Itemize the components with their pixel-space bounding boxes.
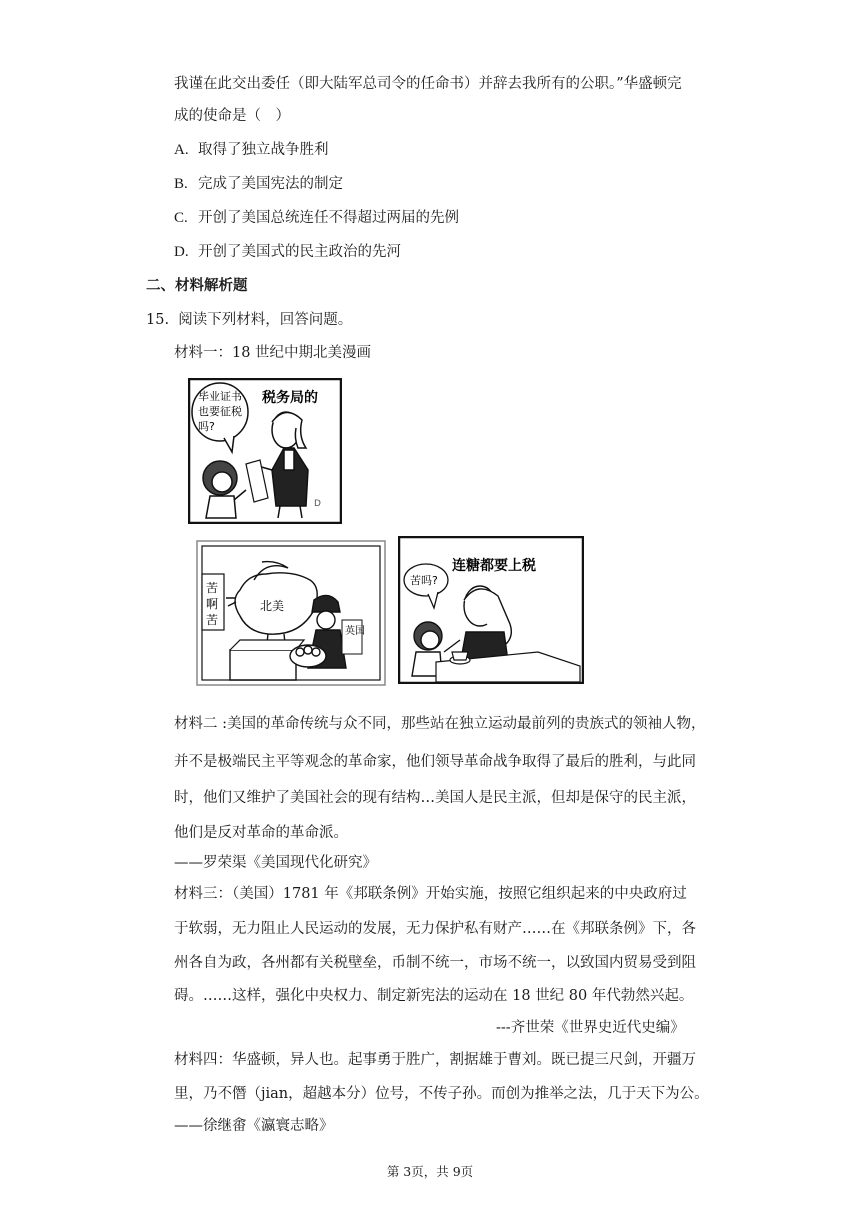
sign-text-3: 苦 bbox=[206, 613, 219, 627]
bubble-text: 苦吗? bbox=[410, 574, 438, 587]
material-3-line-2: 于软弱，无力阻止人民运动的发展，无力保护私有财产……在《邦联条例》下，各 bbox=[174, 921, 696, 937]
bubble-text-3: 吗? bbox=[198, 420, 215, 433]
q15-prompt-text: 阅读下列材料，回答问题。 bbox=[178, 312, 353, 328]
material-4-line-2: 里，乃不僭（jian，超越本分）位号，不传子孙。而创为推举之法，几于天下为公。 bbox=[174, 1086, 709, 1102]
material-3-line-1: 材料三：（美国）1781 年《邦联条例》开始实施，按照它组织起来的中央政府过 bbox=[174, 886, 687, 902]
sign-text-2: 啊 bbox=[206, 597, 219, 611]
option-key: C. bbox=[174, 210, 188, 226]
comic-panel-tax-office bbox=[188, 378, 342, 524]
sign-text-1: 苦 bbox=[206, 581, 219, 595]
option-text: 取得了独立战争胜利 bbox=[198, 142, 329, 158]
option-key: A. bbox=[174, 142, 189, 158]
material-3-line-4: 碍。……这样，强化中央权力、制定新宪法的运动在 18 世纪 80 年代勃然兴起。 bbox=[174, 988, 694, 1004]
q14-option-a bbox=[174, 140, 329, 160]
material-2-line-1: 材料二 :美国的革命传统与众不同，那些站在独立运动最前列的贵族式的领袖人物， bbox=[174, 716, 706, 732]
material-2-line-2: 并不是极端民主平等观念的革命家，他们领导革命战争取得了最后的胜利，与此同 bbox=[174, 754, 696, 770]
material-4-source: ——徐继畬《瀛寰志略》 bbox=[174, 1118, 334, 1134]
q15-prompt bbox=[146, 310, 352, 330]
option-text: 开创了美国总统连任不得超过两届的先例 bbox=[198, 210, 459, 226]
material-4-line-1: 材料四：华盛顿，异人也。起事勇于胜广，割据雄于曹刘。既已提三尺剑，开疆万 bbox=[174, 1052, 696, 1068]
comic-panel-hen bbox=[196, 540, 386, 686]
material-2-source: ——罗荣渠《美国现代化研究》 bbox=[174, 855, 377, 871]
comic-caption: 连糖都要上税 bbox=[452, 558, 536, 574]
q14-option-c bbox=[174, 208, 459, 228]
q14-option-b bbox=[174, 174, 343, 194]
q14-stem-line-2: 成的使命是（ ） bbox=[174, 108, 290, 124]
page-footer: 第 3页，共 9页 bbox=[386, 1164, 474, 1179]
section-title: 二、材料解析题 bbox=[146, 277, 248, 294]
q14-option-d bbox=[174, 242, 401, 262]
material-2-line-3: 时，他们又维护了美国社会的现有结构…美国人是民主派，但却是保守的民主派， bbox=[174, 790, 696, 806]
option-text: 完成了美国宪法的制定 bbox=[198, 176, 343, 192]
svg-text:D: D bbox=[314, 499, 321, 509]
option-key: D. bbox=[174, 244, 189, 260]
option-text: 开创了美国式的民主政治的先河 bbox=[198, 244, 401, 260]
comic-caption: 税务局的 bbox=[262, 390, 318, 406]
material-3-source: ---齐世荣《世界史近代史编》 bbox=[496, 1020, 685, 1036]
bubble-text-1: 毕业证书 bbox=[198, 390, 242, 403]
q15-number: 15. bbox=[146, 312, 170, 328]
comic-panel-sugar-tax bbox=[398, 536, 584, 684]
material-1-label: 材料一：18 世纪中期北美漫画 bbox=[174, 345, 372, 361]
q14-stem-line-1: 我谨在此交出委任（即大陆军总司令的任命书）并辞去我所有的公职。”华盛顿完 bbox=[174, 76, 682, 92]
material-3-line-3: 州各自为政，各州都有关税壁垒，币制不统一，市场不统一，以致国内贸易受到阻 bbox=[174, 955, 696, 971]
man-label: 英国 bbox=[345, 626, 365, 637]
hen-label: 北美 bbox=[260, 599, 285, 613]
material-2-line-4: 他们是反对革命的革命派。 bbox=[174, 825, 348, 841]
option-key: B. bbox=[174, 176, 188, 192]
bubble-text-2: 也要征税 bbox=[198, 405, 242, 418]
